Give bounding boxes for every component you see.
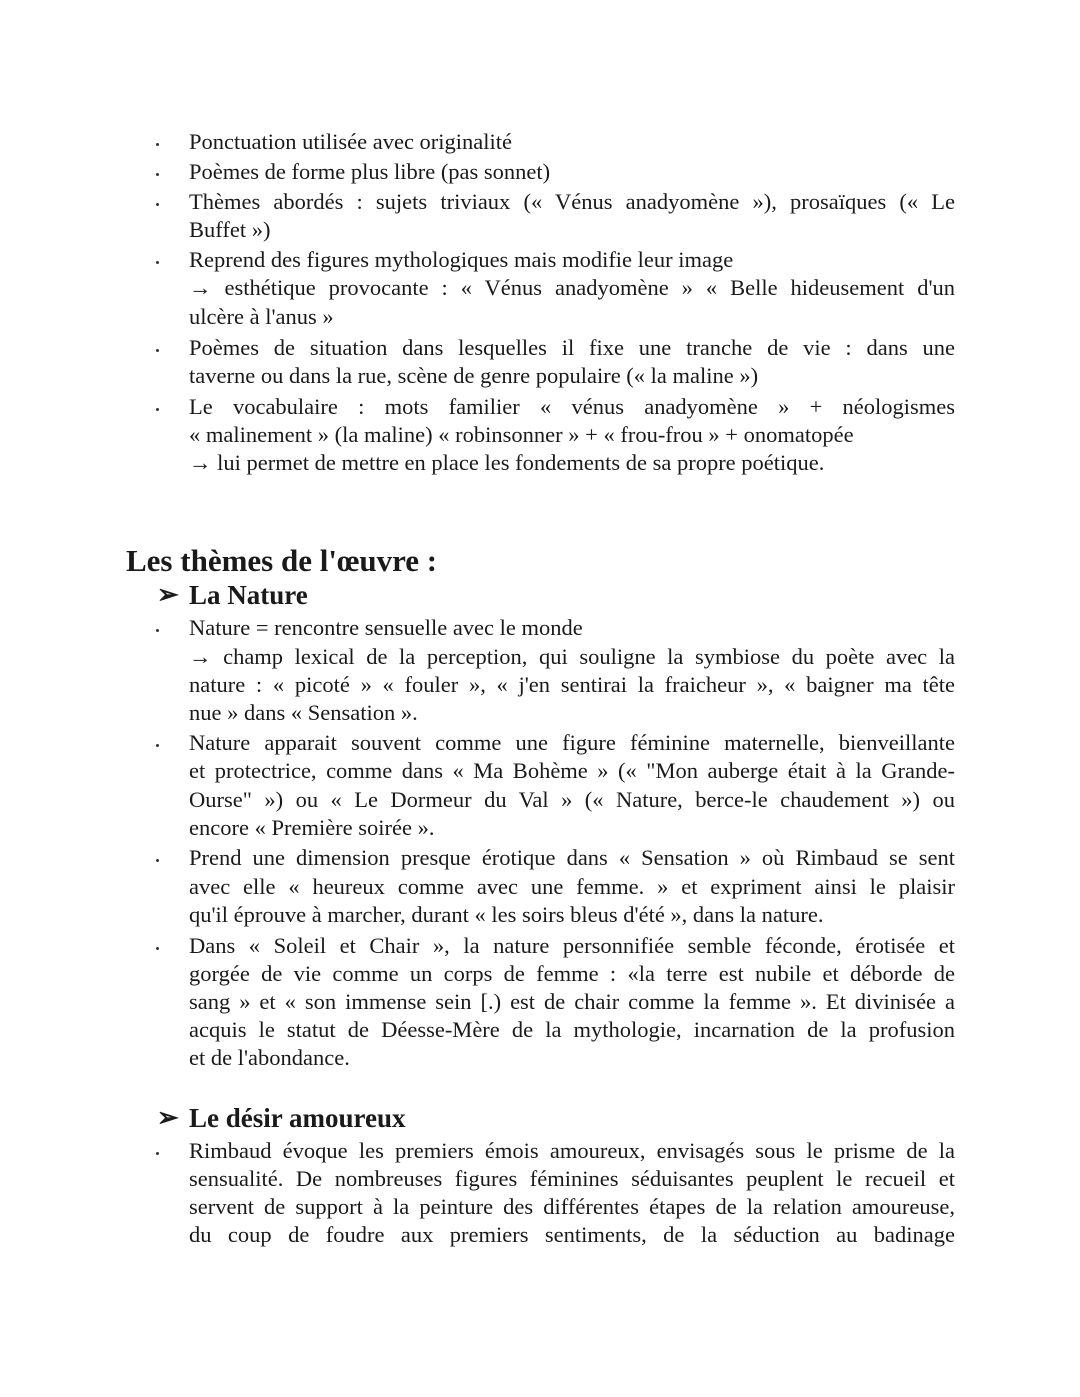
list-bullet — [155, 158, 161, 186]
text-line: Prend une dimension presque érotique dans « Sensation » où Rimbaud se sent — [189, 845, 955, 870]
arrow-bullet-icon: ➢ — [157, 1103, 179, 1132]
text-line: → champ lexical de la perception, qui souligne la symbiose du poète avec la — [189, 644, 955, 669]
text-line: « malinement » (la maline) « robinsonner » + « frou-frou » + onomatopée — [189, 422, 854, 447]
text-line: Dans « Soleil et Chair », la nature personnifiée semble féconde, érotisée et — [189, 933, 955, 958]
text-line: Ponctuation utilisée avec originalité — [189, 129, 513, 154]
text-line: Ourse" ») ou « Le Dormeur du Val » (« Nature, berce-le chaudement ») ou — [189, 787, 955, 812]
text-line: Nature apparait souvent comme une figure féminine maternelle, bienveillante — [189, 730, 955, 755]
list-bullet — [155, 334, 161, 362]
text-line: et protectrice, comme dans « Ma Bohème » (« "Mon auberge était à la Grande- — [189, 758, 955, 783]
subsection-heading-nature: La Nature — [189, 580, 308, 610]
arrow-bullet-icon: ➢ — [157, 580, 179, 609]
text-line: ulcère à l'anus » — [189, 304, 334, 329]
text-line: gorgée de vie comme un corps de femme : «la terre est nubile et déborde de — [189, 961, 955, 986]
section-heading: Les thèmes de l'œuvre : — [126, 543, 438, 578]
text-line: sensualité. De nombreuses figures féminines séduisantes peuplent le recueil et — [189, 1166, 955, 1191]
list-bullet — [155, 393, 161, 421]
text-line: nue » dans « Sensation ». — [189, 700, 418, 725]
list-bullet — [155, 614, 161, 642]
list-bullet — [155, 188, 161, 216]
text-line: → esthétique provocante : « Vénus anadyomène » « Belle hideusement d'un — [189, 275, 955, 300]
text-line: Le vocabulaire : mots familier « vénus anadyomène » + néologismes — [189, 394, 955, 419]
text-line: nature : « picoté » « fouler », « j'en sentirai la fraicheur », « baigner ma tête — [189, 672, 955, 697]
text-line: du coup de foudre aux premiers sentiments, de la séduction au badinage — [189, 1222, 955, 1247]
text-line: Buffet ») — [189, 217, 271, 242]
subsection-heading-desire: Le désir amoureux — [189, 1103, 406, 1133]
list-bullet — [155, 1137, 161, 1165]
text-line: qu'il éprouve à marcher, durant « les soirs bleus d'été », dans la nature. — [189, 902, 824, 927]
text-line: et de l'abondance. — [189, 1045, 350, 1070]
text-line: Rimbaud évoque les premiers émois amoureux, envisagés sous le prisme de la — [189, 1138, 955, 1163]
text-line: encore « Première soirée ». — [189, 815, 435, 840]
text-line: → lui permet de mettre en place les fondements de sa propre poétique. — [189, 450, 825, 475]
text-line: servent de support à la peinture des différentes étapes de la relation amoureuse, — [189, 1194, 955, 1219]
text-line: Nature = rencontre sensuelle avec le monde — [189, 615, 583, 640]
text-line: avec elle « heureux comme avec une femme. » et expriment ainsi le plaisir — [189, 874, 955, 899]
text-line: Thèmes abordés : sujets triviaux (« Vénus anadyomène »), prosaïques (« Le — [189, 189, 955, 214]
text-line: Poèmes de forme plus libre (pas sonnet) — [189, 159, 551, 184]
list-bullet — [155, 729, 161, 757]
list-bullet — [155, 844, 161, 872]
list-bullet — [155, 128, 161, 156]
list-bullet — [155, 932, 161, 960]
text-line: Poèmes de situation dans lesquelles il fixe une tranche de vie : dans une — [189, 335, 955, 360]
text-line: sang » et « son immense sein [.) est de chair comme la femme ». Et divinisée a — [189, 989, 955, 1014]
list-bullet — [155, 246, 161, 274]
text-line: acquis le statut de Déesse-Mère de la mythologie, incarnation de la profusion — [189, 1017, 955, 1042]
text-line: taverne ou dans la rue, scène de genre populaire (« la maline ») — [189, 363, 759, 388]
text-line: Reprend des figures mythologiques mais modifie leur image — [189, 247, 734, 272]
